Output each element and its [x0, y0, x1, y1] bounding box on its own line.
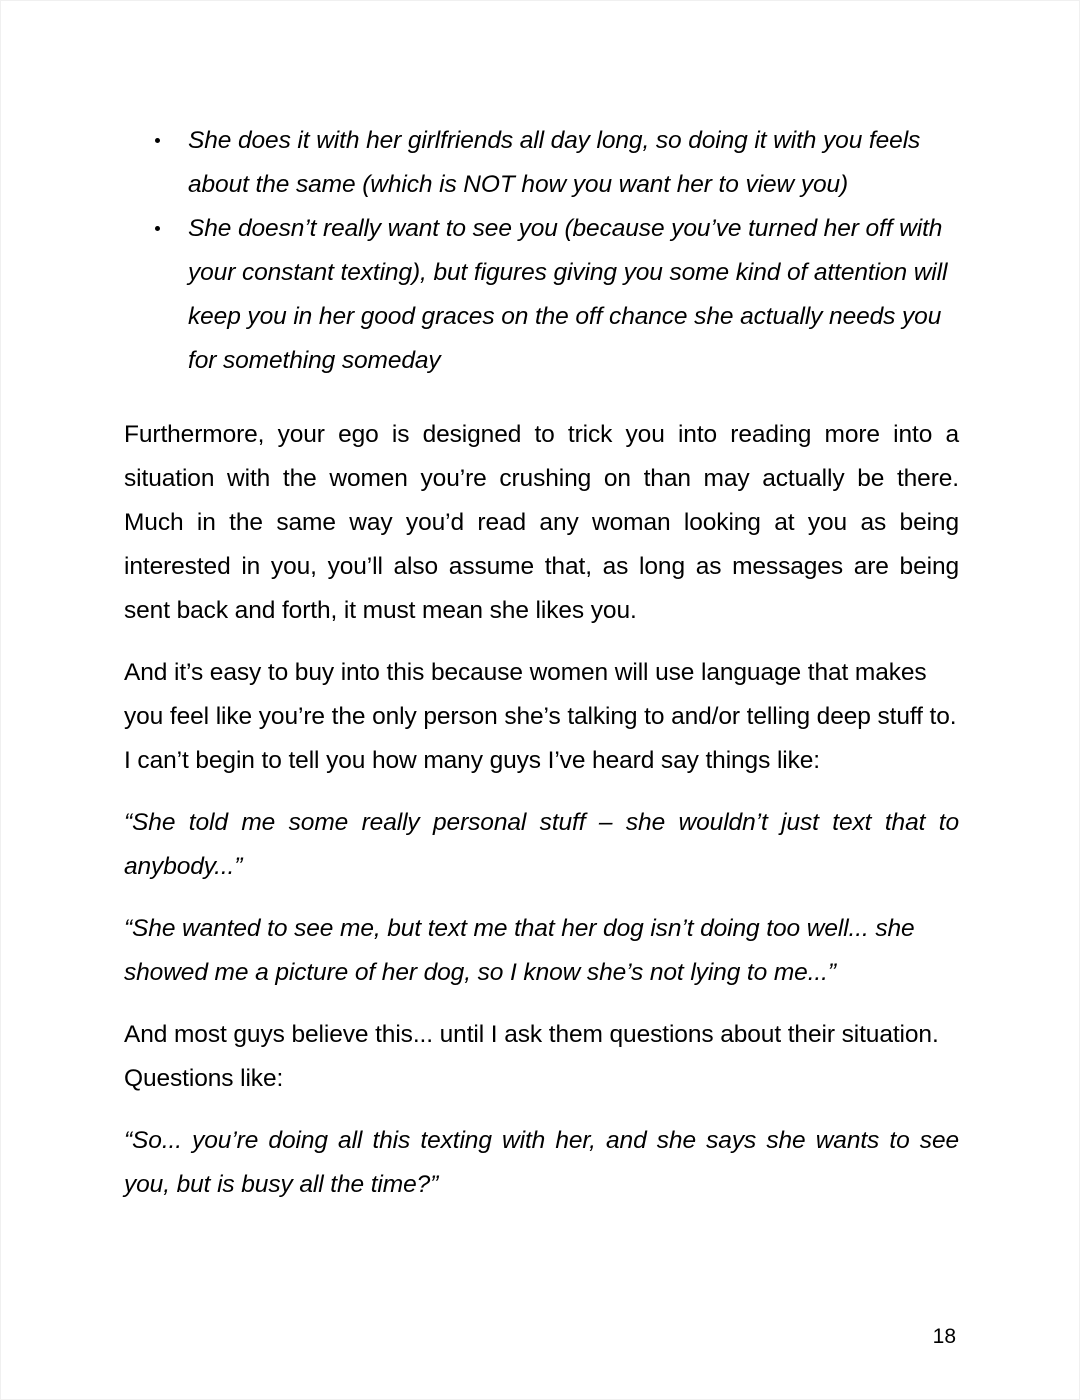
quote-dog: “She wanted to see me, but text me that her dog isn’t doing too well... she showed me a picture of her dog, so I know she’s not lying to me...”: [124, 915, 915, 986]
bullet-list: [124, 119, 959, 383]
list-item-text: She does it with her girlfriends all day long, so doing it with you feels about the same (which is NOT how you want her to view you): [188, 127, 921, 198]
paragraph-furthermore: Furthermore, your ego is designed to trick you into reading more into a situation with the women you’re crushing on than may actually be there. Much in the same way you’d read any woman looking at you as being interested in you, you’ll also assume that, as long as messages are being sent back and forth, it must mean she likes you.: [124, 421, 959, 624]
spacer: [124, 995, 959, 1013]
list-item: [124, 207, 959, 383]
paragraph-easy-to-buy-into: And it’s easy to buy into this because women will use language that makes you feel like you’re the only person she’s talking to and/or telling deep stuff to. I can’t begin to tell you how many guys I’ve heard say things like:: [124, 659, 957, 774]
quote-personal-stuff: “She told me some really personal stuff – she wouldn’t just text that to anybody...”: [124, 809, 959, 880]
bullet-dot-icon: [155, 226, 160, 231]
list-item-text: She doesn’t really want to see you (because you’ve turned her off with your constant texting), but figures giving you some kind of attention will keep you in her good graces on the off chance she actually needs you for something someday: [188, 215, 948, 374]
spacer: [124, 1101, 959, 1119]
paragraph-most-guys-believe: And most guys believe this... until I ask them questions about their situation. Questions like:: [124, 1021, 939, 1092]
list-item: [124, 119, 959, 207]
spacer: [124, 783, 959, 801]
spacer: [124, 633, 959, 651]
quote-so-texting: “So... you’re doing all this texting with her, and she says she wants to see you, but is busy all the time?”: [124, 1127, 959, 1198]
page-number: 18: [932, 1325, 956, 1348]
spacer: [124, 383, 959, 413]
page-content: [124, 119, 959, 1207]
spacer: [124, 889, 959, 907]
bullet-dot-icon: [155, 138, 160, 143]
